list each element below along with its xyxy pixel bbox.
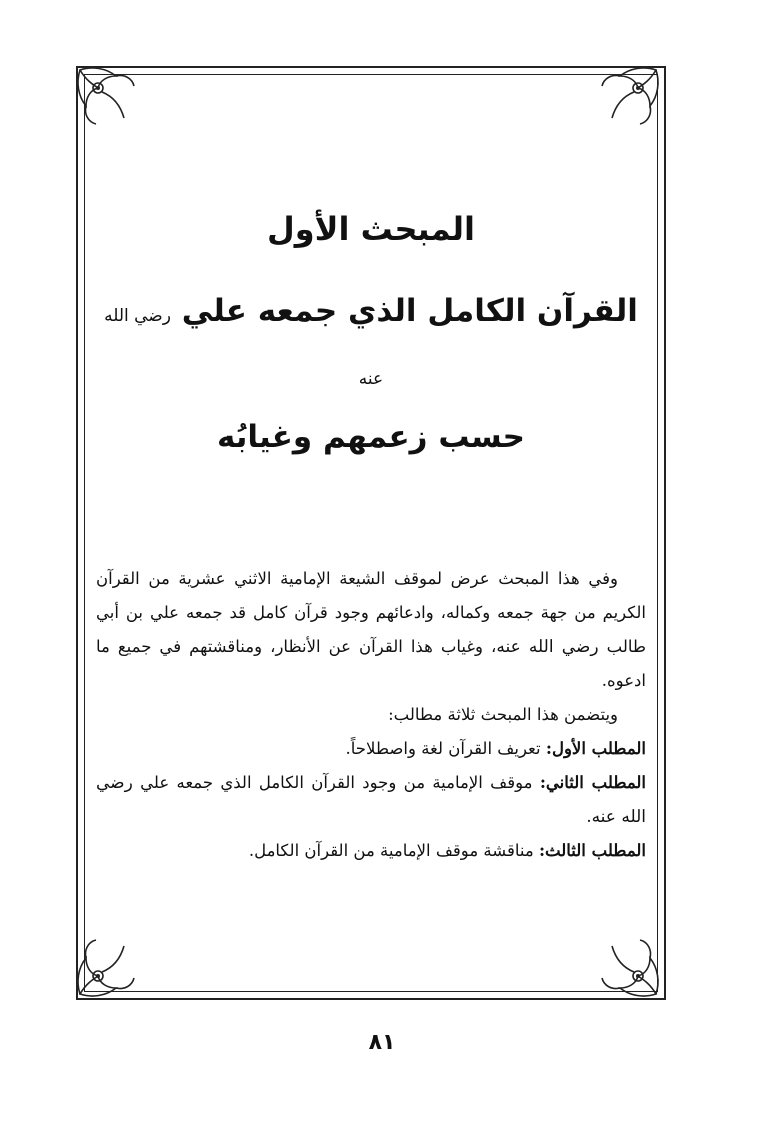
chapter-title-line-2: حسب زعمهم وغيابُه — [216, 419, 526, 455]
section-text: موقف الإمامية من وجود القرآن الكامل الذي جمعه علي — [140, 773, 533, 792]
title-text: القرآن الكامل الذي جمعه علي — [181, 293, 638, 329]
section-label: المطلب الأول: — [545, 739, 646, 758]
section-label: المطلب الثالث: — [538, 841, 646, 860]
honorific-glyph: رضي الله عنه — [104, 306, 384, 389]
corner-ornament-icon — [72, 62, 142, 132]
intro-text-part-1: وفي هذا المبحث عرض لموقف الشيعة الإمامية الاثني عشرية من القرآن الكريم من جهة جمعه وكماله، وادعائهم وجود قرآن كامل قد جمعه علي بن أبي طالب — [96, 569, 647, 656]
section-label: المطلب الثاني: — [539, 773, 647, 792]
section-item-2 — [96, 766, 646, 834]
section-text: تعريف القرآن لغة واصطلاحاً. — [345, 739, 541, 758]
section-heading: المبحث الأول — [266, 210, 476, 248]
contains-line: ويتضمن هذا المبحث ثلاثة مطالب: — [388, 705, 618, 724]
chapter-title-line-1 — [96, 282, 646, 408]
intro-text-part-2: ، وغياب هذا القرآن عن الأنظار، ومناقشتهم في جميع ما ادعوه. — [96, 637, 646, 690]
section-end: . — [586, 807, 592, 826]
intro-paragraph — [96, 562, 646, 698]
corner-ornament-icon — [594, 932, 664, 1002]
honorific-glyph: رضي الله عنه — [496, 637, 599, 657]
corner-ornament-icon — [72, 932, 142, 1002]
page-number: ٨١ — [368, 1030, 396, 1055]
section-text: مناقشة موقف الإمامية من القرآن الكامل. — [248, 841, 534, 860]
corner-ornament-icon — [594, 62, 664, 132]
page-content — [96, 200, 646, 868]
honorific-glyph: رضي الله عنه — [96, 773, 646, 827]
section-item-1 — [96, 732, 646, 766]
section-item-3 — [96, 834, 646, 868]
